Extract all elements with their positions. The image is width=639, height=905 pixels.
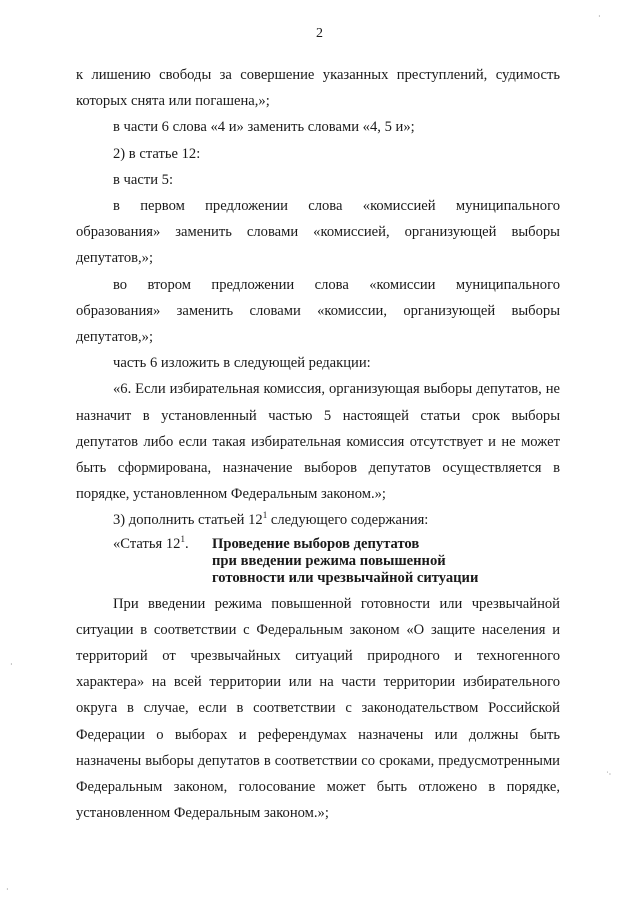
scan-speck: · <box>598 12 601 21</box>
article-heading <box>76 533 560 587</box>
amendment-paragraph: «6. Если избирательная комиссия, организующая выборы депутатов, не назначит в установленный частью 5 настоящей статьи срок выборы депутатов либо если такая избирательная комиссия отсутствует и не может быть сформирована, назначение выборов депутатов осуществляется в порядке, установленном Федеральным законом.»; <box>76 381 560 503</box>
article-label-prefix: «Статья 12 <box>113 535 181 552</box>
amendment-paragraphs <box>76 62 560 507</box>
article-label-suffix: . <box>184 535 189 552</box>
amendment-paragraph: 2) в статье 12: <box>113 145 201 162</box>
document-body <box>76 62 560 826</box>
add-article-suffix: следующего содержания: <box>267 512 429 529</box>
scan-speck: · <box>6 885 9 894</box>
article-title-line: при введении режима повышенной <box>212 552 446 569</box>
article-body: При введении режима повышенной готовности или чрезвычайной ситуации в соответствии с Федеральным законом «О защите населения и территорий от чрезвычайных ситуаций природного и техногенного характера» на всей территории или на части территории избирательного округа в случае, если в соответствии с законодательством Российской Федерации о выборах и референдумах назначены или должны быть назначены выборы депутатов в соответствии со сроками, предусмотренными Федеральным законом, голосование может быть отложено в порядке, установленном Федеральным законом.»; <box>76 595 560 822</box>
amendment-paragraph: к лишению свободы за совершение указанных преступлений, судимость которых снята или погашена,»; <box>76 67 560 110</box>
scan-speck: · <box>10 660 13 669</box>
article-label <box>76 533 212 587</box>
amendment-paragraph: часть 6 изложить в следующей редакции: <box>113 355 371 372</box>
page-number: 2 <box>316 26 323 41</box>
article-label-superscript: 1 <box>180 533 185 544</box>
amendment-paragraph: во втором предложении слова «комиссии муниципального образования» заменить словами «комиссии, организующей выборы депутатов,»; <box>76 276 560 346</box>
amendment-paragraph: в части 5: <box>113 171 174 188</box>
article-title-line: готовности или чрезвычайной ситуации <box>212 569 479 586</box>
amendment-paragraph: в первом предложении слова «комиссией муниципального образования» заменить словами «комиссией, организующей выборы депутатов,»; <box>76 198 560 267</box>
add-article-prefix: 3) дополнить статьей 12 <box>113 512 263 529</box>
scan-speck: ˙· <box>606 770 612 779</box>
add-article-superscript: 1 <box>262 510 268 521</box>
article-title-line: Проведение выборов депутатов <box>212 535 420 552</box>
amendment-paragraph: в части 6 слова «4 и» заменить словами «4, 5 и»; <box>113 119 415 136</box>
add-article-paragraph <box>76 507 560 533</box>
article-title <box>212 536 478 587</box>
